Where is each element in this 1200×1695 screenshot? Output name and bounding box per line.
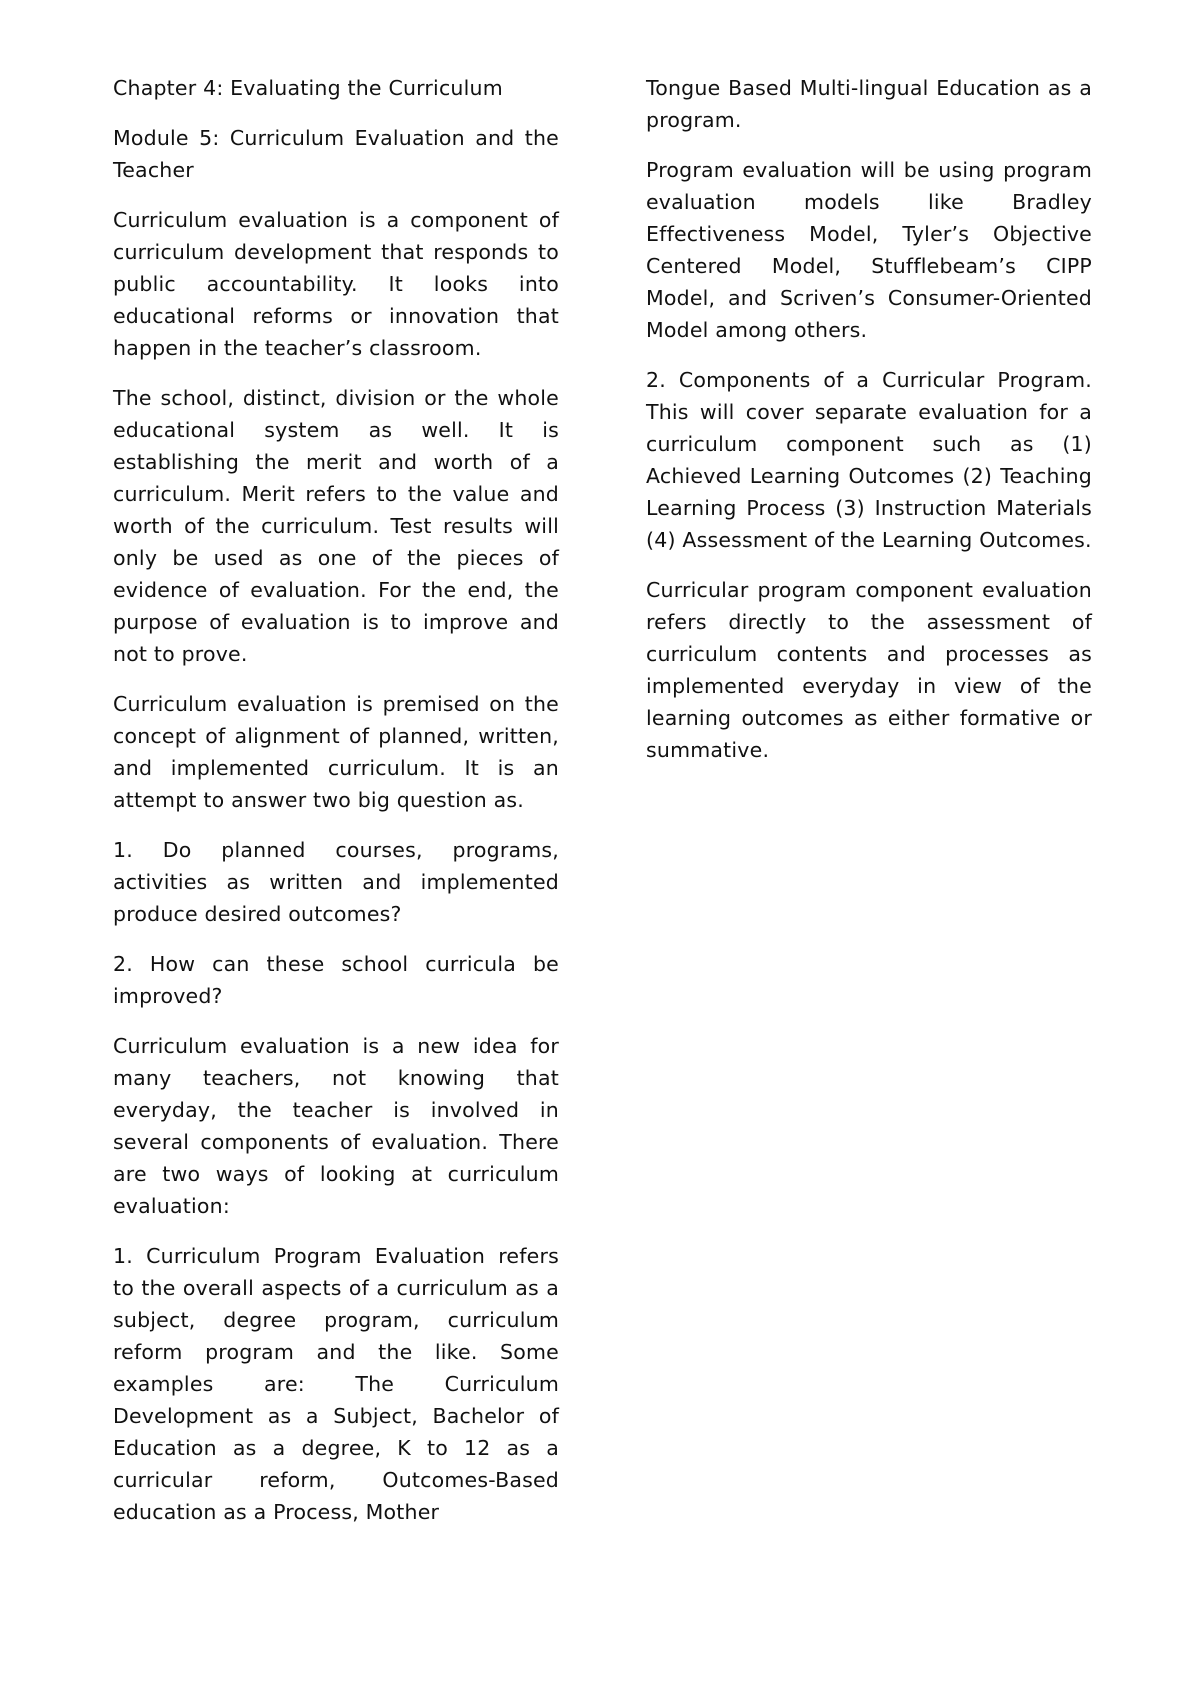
paragraph: Curriculum evaluation is premised on the concept of alignment of planned, written, and implemented curriculum. It is an attempt to answer two big question as. (113, 692, 559, 812)
question-item: 2. How can these school curricula be improved? (113, 952, 559, 1008)
question-item: 1. Do planned courses, programs, activities as written and implemented produce desired outcomes? (113, 838, 559, 926)
paragraph: Curriculum evaluation is a new idea for many teachers, not knowing that everyday, the teacher is involved in several components of evaluation. There are two ways of looking at curriculum evaluation: (113, 1034, 559, 1218)
left-column (113, 72, 559, 1546)
list-item: 2. Components of a Curricular Program. This will cover separate evaluation for a curriculum component such as (1) Achieved Learning Outcomes (2) Teaching Learning Process (3) Instruction Materials (4) Assessment of the Learning Outcomes. (646, 368, 1092, 552)
paragraph: The school, distinct, division or the whole educational system as well. It is establishing the merit and worth of a curriculum. Merit refers to the value and worth of the curriculum. Test results will only be used as one of the pieces of evidence of evaluation. For the end, the purpose of evaluation is to improve and not to prove. (113, 386, 559, 666)
paragraph: Program evaluation will be using program evaluation models like Bradley Effectiveness Model, Tyler’s Objective Centered Model, Stufflebeam’s CIPP Model, and Scriven’s Consumer-Oriented Model among others. (646, 158, 1092, 342)
right-column (646, 72, 1092, 784)
paragraph: Tongue Based Multi-lingual Education as a program. (646, 76, 1092, 132)
paragraph: Curriculum evaluation is a component of curriculum development that responds to public accountability. It looks into educational reforms or innovation that happen in the teacher’s classroom. (113, 208, 559, 360)
module-title: Module 5: Curriculum Evaluation and the Teacher (113, 126, 559, 182)
list-item: 1. Curriculum Program Evaluation refers to the overall aspects of a curriculum as a subject, degree program, curriculum reform program and the like. Some examples are: The Curriculum Development as a Subject, Bachelor of Education as a degree, K to 12 as a curricular reform, Outcomes-Based education as a Process, Mother (113, 1244, 559, 1524)
paragraph: Curricular program component evaluation refers directly to the assessment of curriculum contents and processes as implemented everyday in view of the learning outcomes as either formative or summative. (646, 578, 1092, 762)
chapter-title: Chapter 4: Evaluating the Curriculum (113, 76, 503, 100)
